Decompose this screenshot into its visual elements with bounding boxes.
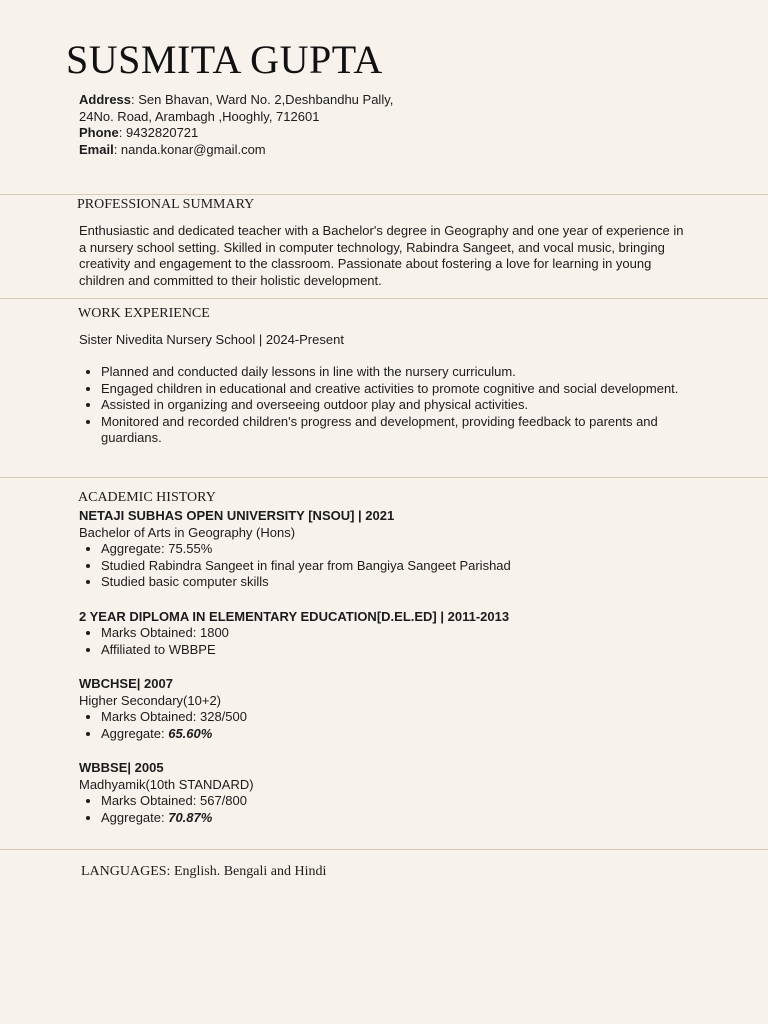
email-value: : nanda.konar@gmail.com	[113, 141, 266, 157]
email-label: Email	[79, 141, 114, 157]
contact-block	[79, 92, 393, 158]
phone-label: Phone	[79, 125, 119, 140]
phone-value: : 9432820721	[118, 125, 199, 140]
list-item: • Planned and conducted daily lessons in line with the nursery curriculum.	[101, 364, 679, 381]
job-title: Sister Nivedita Nursery School | 2024-Present	[79, 332, 344, 347]
list-item	[101, 726, 699, 743]
aggregate-label: Aggregate:	[101, 809, 169, 825]
education-title: 2 YEAR DIPLOMA IN ELEMENTARY EDUCATION[D.EL.ED] | 2011-2013	[79, 608, 510, 624]
education-title: NETAJI SUBHAS OPEN UNIVERSITY [NSOU] | 2021	[79, 508, 395, 523]
list-item: • Aggregate: 75.55%	[101, 541, 699, 558]
divider	[0, 298, 768, 299]
work-heading: WORK EXPERIENCE	[78, 306, 210, 321]
list-item: • Marks Obtained: 1800	[101, 625, 699, 642]
list-item: • Engaged children in educational and creative activities to promote cognitive and social development.	[101, 381, 679, 398]
address-line-2: 24No. Road, Arambagh ,Hooghly, 712601	[79, 108, 320, 124]
list-item: • Marks Obtained: 328/500	[101, 709, 699, 726]
divider	[0, 194, 768, 195]
summary-heading: PROFESSIONAL SUMMARY	[77, 197, 255, 212]
education-title: WBCHSE| 2007	[79, 676, 173, 691]
education-subtitle: Madhyamik(10th STANDARD)	[79, 776, 254, 792]
divider	[0, 477, 768, 478]
education-entry	[79, 508, 699, 591]
address-label: Address	[79, 92, 132, 107]
languages-line: LANGUAGES: English. Bengali and Hindi	[81, 864, 327, 879]
list-item: • Marks Obtained: 567/800	[101, 793, 699, 810]
divider	[0, 849, 768, 850]
list-item	[101, 810, 699, 827]
email-line	[79, 142, 393, 159]
address-line-1	[79, 92, 393, 109]
list-item: • Affiliated to WBBPE	[101, 642, 699, 659]
list-item: • Studied Rabindra Sangeet in final year from Bangiya Sangeet Parishad	[101, 558, 699, 575]
education-entry	[79, 760, 699, 826]
list-item: • Studied basic computer skills	[101, 574, 699, 591]
aggregate-value: 65.60%	[168, 725, 213, 741]
list-item: • Monitored and recorded children's progress and development, providing feedback to parents and guardians.	[101, 414, 679, 447]
phone-line	[79, 125, 393, 142]
resume-name: SUSMITA GUPTA	[66, 37, 383, 82]
academic-heading: ACADEMIC HISTORY	[78, 490, 216, 505]
address-value: : Sen Bhavan, Ward No. 2,Deshbandhu Pally,	[131, 92, 394, 107]
aggregate-value: 70.87%	[168, 809, 213, 825]
education-entry	[79, 676, 699, 742]
education-entry	[79, 609, 699, 659]
education-subtitle: Bachelor of Arts in Geography (Hons)	[79, 524, 296, 540]
education-subtitle: Higher Secondary(10+2)	[79, 692, 221, 708]
aggregate-label: Aggregate:	[101, 725, 169, 741]
summary-text: Enthusiastic and dedicated teacher with a Bachelor's degree in Geography and one year of experience in a nursery school setting. Skilled in computer technology, Rabindra Sangeet, and vocal music, bringing creativity and engagement to the classroom. Passionate about fostering a love for learning in young children and committed to their holistic development.	[79, 223, 684, 288]
education-title: WBBSE| 2005	[79, 760, 164, 775]
list-item: • Assisted in organizing and overseeing outdoor play and physical activities.	[101, 397, 679, 414]
academic-list	[79, 508, 699, 844]
work-bullets	[79, 364, 679, 447]
